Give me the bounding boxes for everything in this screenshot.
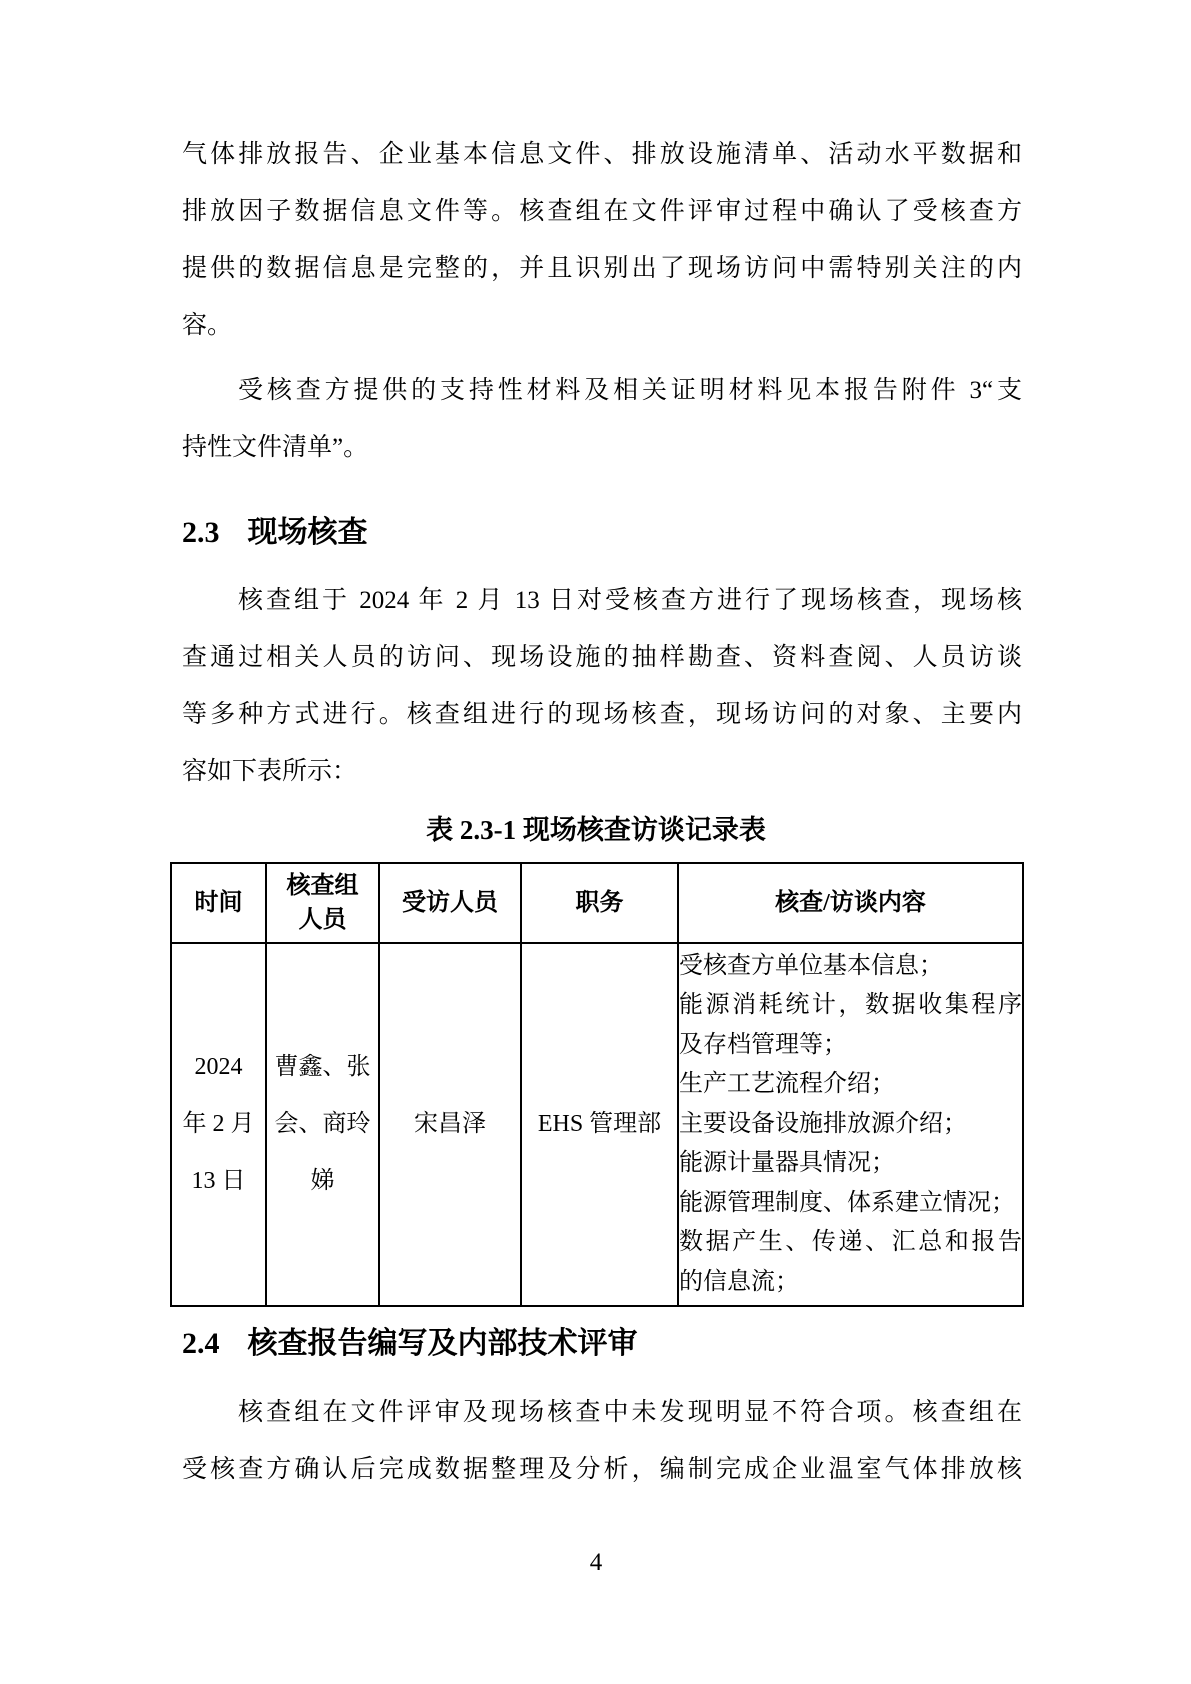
- col-header-content: [678, 863, 1023, 943]
- text-line: 核查组于 2024 年 2 月 13 日对受核查方进行了现场核查，现场核: [238, 587, 1022, 614]
- cell-line: 娣: [310, 1168, 335, 1194]
- table-header-row: [171, 863, 1023, 943]
- cell-line: 能源管理制度、体系建立情况；: [679, 1189, 1015, 1216]
- interview-record-table: [170, 862, 1024, 1307]
- text-line: 气体排放报告、企业基本信息文件、排放设施清单、活动水平数据和: [182, 141, 1022, 168]
- paragraph-supporting-materials: [182, 362, 1022, 476]
- text-line: 持性文件清单”。: [182, 434, 369, 461]
- text-line: 查通过相关人员的访问、现场设施的抽样勘查、资料查阅、人员访谈: [182, 644, 1022, 671]
- text-line: 容如下表所示：: [182, 758, 358, 785]
- text-line: 等多种方式进行。核查组进行的现场核查，现场访问的对象、主要内: [182, 701, 1022, 728]
- section-title: 现场核查: [247, 516, 368, 549]
- section-number: 2.3: [182, 516, 220, 549]
- col-header-label: 职务: [575, 890, 624, 916]
- paragraph-report-writing: [182, 1384, 1022, 1498]
- col-header-interviewee: [379, 863, 521, 943]
- col-header-team: [266, 863, 379, 943]
- cell-line: EHS 管理部: [537, 1111, 662, 1137]
- cell-line: 宋昌泽: [414, 1111, 486, 1137]
- cell-line: 曹鑫、张: [274, 1054, 371, 1080]
- col-header-position: [521, 863, 678, 943]
- paragraph-onsite-verification: [182, 572, 1022, 800]
- table-row: [171, 943, 1023, 1306]
- section-heading-2-4: [182, 1322, 1022, 1366]
- col-header-label: 时间: [194, 890, 243, 916]
- cell-line: 及存档管理等；: [679, 1031, 847, 1058]
- text-line: 核查组在文件评审及现场核查中未发现明显不符合项。核查组在: [238, 1399, 1022, 1426]
- section-number: 2.4: [182, 1327, 220, 1360]
- col-header-label: 核查组: [286, 873, 359, 899]
- text-line: 受核查方确认后完成数据整理及分析，编制完成企业温室气体排放核: [182, 1456, 1022, 1483]
- cell-line: 数据产生、传递、汇总和报告: [679, 1229, 1022, 1256]
- paragraph-emission-files: [182, 126, 1022, 354]
- cell-interview-content: [678, 943, 1023, 1306]
- cell-line: 年 2 月: [182, 1111, 255, 1137]
- cell-line: 能源计量器具情况；: [679, 1150, 895, 1177]
- section-title: 核查报告编写及内部技术评审: [247, 1327, 638, 1360]
- text-line: 排放因子数据信息文件等。核查组在文件评审过程中确认了受核查方: [182, 198, 1022, 225]
- cell-line: 2024: [194, 1054, 243, 1080]
- col-header-label: 受访人员: [402, 890, 498, 916]
- cell-line: 13 日: [191, 1168, 246, 1194]
- cell-team: [266, 943, 379, 1306]
- col-header-label: 人员: [298, 907, 347, 933]
- cell-line: 生产工艺流程介绍；: [679, 1071, 895, 1098]
- cell-interviewee: [379, 943, 521, 1306]
- cell-line: 能源消耗统计，数据收集程序: [679, 992, 1022, 1019]
- text-line: 提供的数据信息是完整的，并且识别出了现场访问中需特别关注的内: [182, 255, 1022, 282]
- text-line: 受核查方提供的支持性材料及相关证明材料见本报告附件 3“支: [238, 377, 1022, 404]
- table-caption: 表 2.3-1 现场核查访谈记录表: [426, 815, 766, 845]
- page-number: 4: [589, 1549, 603, 1576]
- cell-line: 的信息流；: [679, 1268, 799, 1295]
- cell-line: 会、商玲: [274, 1111, 371, 1137]
- cell-position: [521, 943, 678, 1306]
- col-header-label: 核查/访谈内容: [775, 890, 926, 916]
- text-line: 容。: [182, 312, 233, 339]
- cell-line: 主要设备设施排放源介绍；: [679, 1110, 967, 1137]
- cell-time: [171, 943, 266, 1306]
- col-header-time: [171, 863, 266, 943]
- cell-line: 受核查方单位基本信息；: [679, 952, 943, 979]
- section-heading-2-3: [182, 511, 1022, 555]
